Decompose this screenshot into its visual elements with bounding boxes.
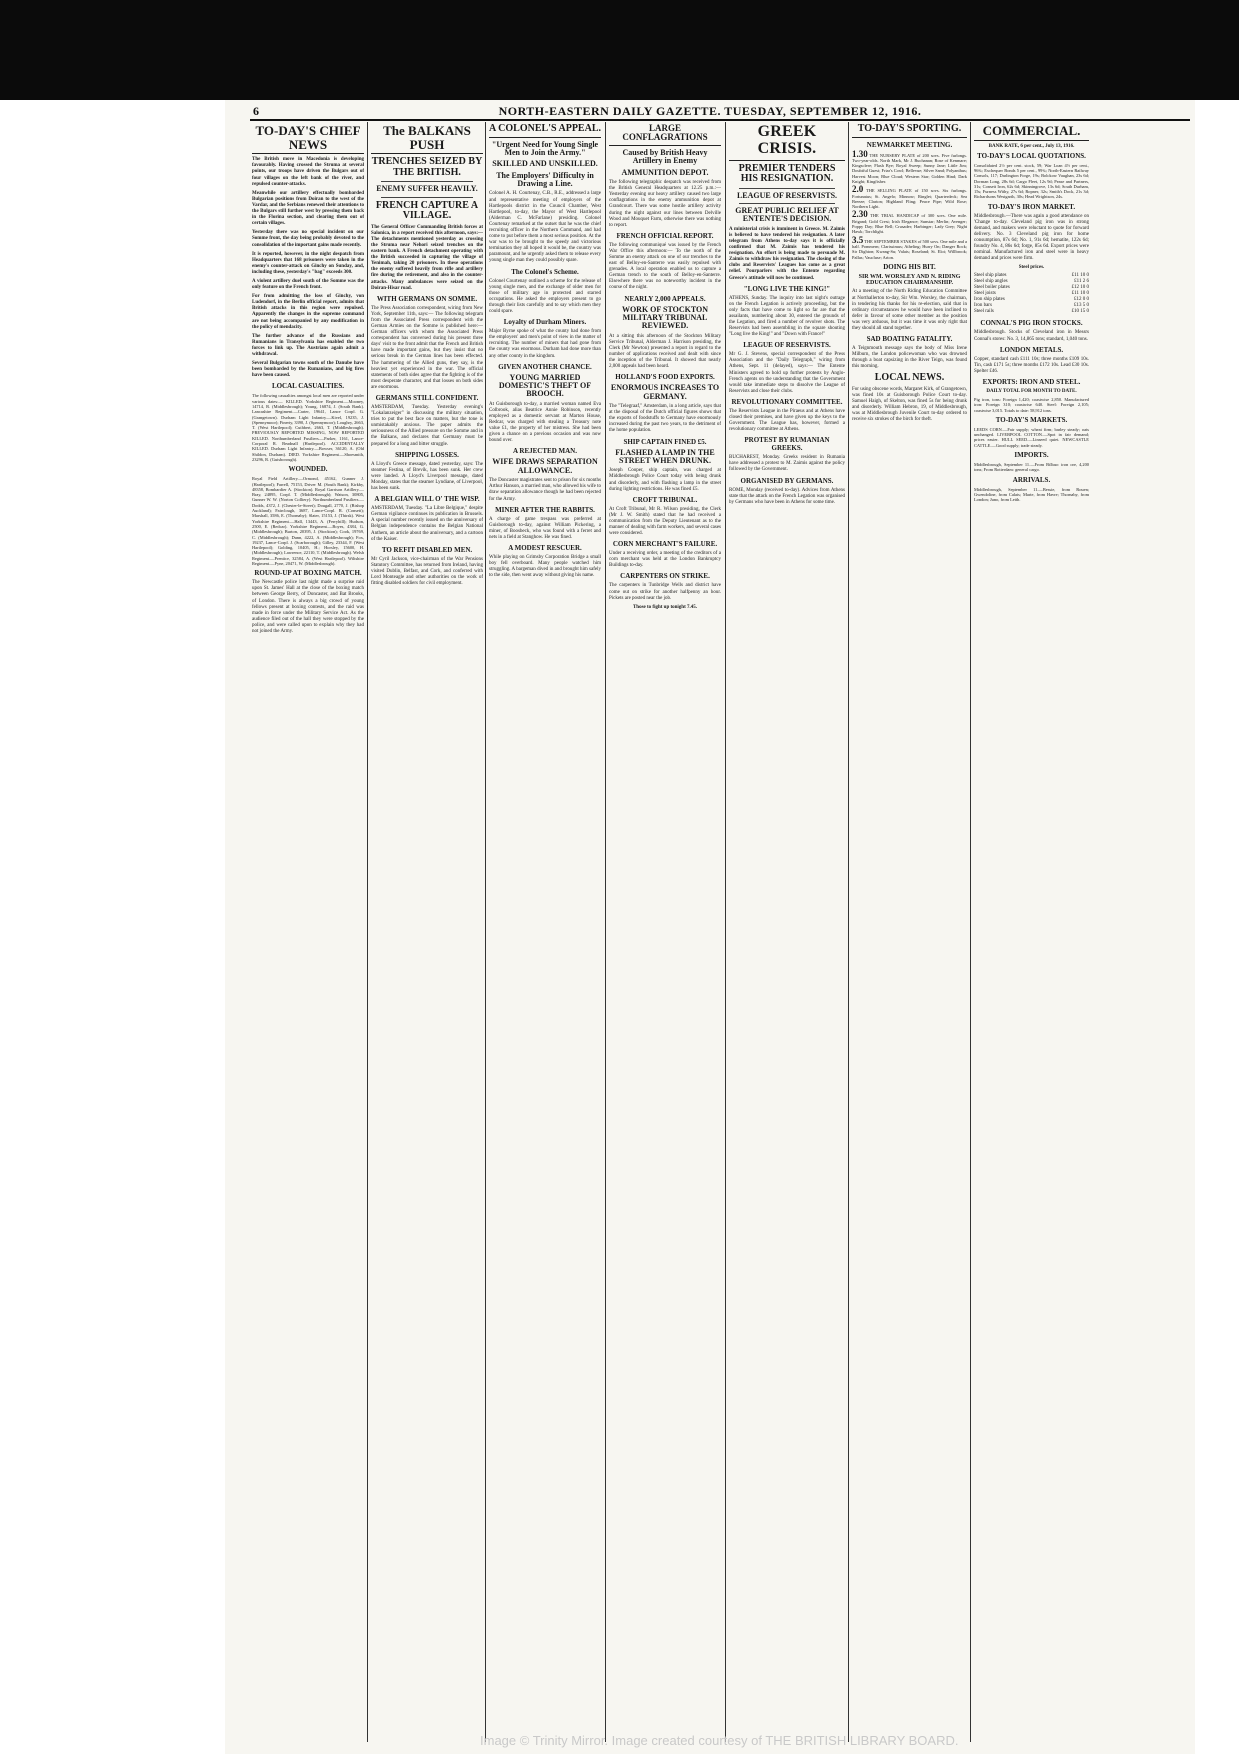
subhead-local-news: LOCAL NEWS. bbox=[874, 372, 945, 384]
subhead-organised: ORGANISED BY GERMANS. bbox=[740, 476, 834, 485]
price-value: £11 2 6 bbox=[1074, 279, 1089, 285]
race-entries: THE TRIAL HANDICAP of 300 sovs. One mile. Brigand; Gold Crest; Irish Elegance; Sunstar; Merlin; Avenger; Poppy Day; Blue Bell; Crusader; Harbinger; Lady Grey; Night Hawk; Torchlight. bbox=[852, 213, 967, 235]
article-paragraph: AMSTERDAM, Tuesday. "La Libre Belgique," despite German vigilance continues its publication in Brussels. A special number recently issued on the anniversary of Belgian independence contains the Belgian National Anthem, an article about the anniversary, and a cartoon of the Kaiser. bbox=[371, 506, 483, 542]
price-item: Steel boiler plates bbox=[974, 285, 1010, 291]
copyright-watermark: Image © Trinity Mirror. Image created courtesy of THE BRITISH LIBRARY BOARD. bbox=[480, 1733, 959, 1748]
divider bbox=[739, 188, 835, 189]
price-value: £11 10 0 bbox=[1071, 273, 1089, 279]
price-item: Steel ship angles bbox=[974, 279, 1008, 285]
subhead-chance: GIVEN ANOTHER CHANCE. bbox=[498, 362, 592, 371]
column-conflagrations bbox=[609, 122, 721, 614]
subhead-newmarket: NEWMARKET MEETING. bbox=[866, 140, 953, 149]
subhead-somme: WITH GERMANS ON SOMME. bbox=[376, 294, 478, 303]
subhead-doing-his-bit: DOING HIS BIT. bbox=[883, 262, 936, 271]
article-paragraph: It is reported, however, in the night despatch from Headquarters that 168 prisoners were taken in the enemy's counter-attack on Ginchy on Sunday, and, including these, yesterday's "bag" exceeds 300. bbox=[252, 251, 364, 275]
headline-sporting: TO-DAY'S SPORTING. bbox=[852, 124, 967, 138]
price-value: £10 15 0 bbox=[1071, 309, 1089, 315]
price-value: £12 10 0 bbox=[1071, 285, 1089, 291]
subhead-rescuer: A MODEST RESCUER. bbox=[508, 543, 582, 552]
article-paragraph: The Reservists League in the Piraeus and at Athens have closed their premises, and have given up the keys to the Government. The League has, however, formed a revolutionary committee at Athens. bbox=[729, 408, 845, 433]
column-balkans-push bbox=[371, 122, 483, 590]
article-paragraph: Under a receiving order, a meeting of the creditors of a corn merchant was held at the London Bankruptcy Buildings to-day. bbox=[609, 551, 721, 569]
deck-trenches-seized: TRENCHES SEIZED BY THE BRITISH. bbox=[371, 156, 483, 178]
deck-french-capture: FRENCH CAPTURE A VILLAGE. bbox=[375, 199, 479, 222]
subhead-protest: PROTEST BY RUMANIAN GREEKS. bbox=[744, 436, 830, 453]
column-colonels-appeal bbox=[489, 122, 601, 582]
subhead-croft: CROFT TRIBUNAL. bbox=[632, 495, 698, 504]
subhead-rabbits: MINER AFTER THE RABBITS. bbox=[495, 505, 595, 514]
article-paragraph: A Lloyd's Greece message, dated yesterday, says: The steamer Festina, of Brevik, has been sunk. Her crew were landed. A Lloyd's Liverpool message, dated Monday, states that the steamer Lyndiane, of Liverpool, has been sunk. bbox=[371, 461, 483, 492]
masthead bbox=[227, 104, 1193, 118]
subhead-holland: HOLLAND'S FOOD EXPORTS. bbox=[615, 373, 715, 382]
bank-rate: BANK RATE, 6 per cent., July 13, 1916. bbox=[988, 143, 1075, 149]
article-paragraph: The "Telegraaf," Amsterdam, in a long article, says that at the disposal of the Dutch official figures shows that the exports of foodstuffs to Germany have enormously increased during the past two years, to the detriment of the home population. bbox=[609, 404, 721, 434]
subhead-french-report: FRENCH OFFICIAL REPORT. bbox=[616, 231, 714, 240]
deck-appeals: WORK OF STOCKTON MILITARY TRIBUNAL REVIEWED. bbox=[621, 304, 709, 331]
scan-border bbox=[0, 0, 1239, 100]
deck-caused-by: Caused by British Heavy Artillery in Enemy bbox=[622, 147, 708, 166]
deck-separation: WIFE DRAWS SEPARATION ALLOWANCE. bbox=[492, 457, 598, 475]
subhead-revolutionary: REVOLUTIONARY COMMITTEE. bbox=[731, 397, 843, 406]
deck-urgent-need: "Urgent Need for Young Single Men to Join the Army." bbox=[491, 139, 599, 157]
column-rule bbox=[848, 122, 849, 1742]
article-paragraph: At Croft Tribunal, Mr R. Wilson presiding, the Clerk (Mr J. W. Smith) stated that he had received a communication from the Deputy Lieutenant as to the manner of dealing with farm workers, and several cases were considered. bbox=[609, 506, 721, 537]
race-entries: THE SELLING PLATE of 150 sovs. Six furlongs. Fortunatus; St. Angelo; Minnow; Ringlet; Quarterdeck; Sea Breeze; Clarion; Highland Fling; Peace Pipe; Wild Rose; Northern Light. bbox=[852, 188, 967, 210]
imports-list: Middlesbrough, September 11.—From Bilbao: iron ore, 4,200 tons; From Rotterdam: general cargo. bbox=[974, 462, 1089, 473]
race-card bbox=[852, 184, 967, 210]
subhead-appeals: NEARLY 2,000 APPEALS. bbox=[624, 294, 706, 303]
deck-reservists: LEAGUE OF RESERVISTS. bbox=[736, 190, 838, 200]
price-item: Iron bars bbox=[974, 303, 992, 309]
race-time: 2.30 bbox=[852, 209, 868, 220]
deck-captain: FLASHED A LAMP IN THE STREET WHEN DRUNK. bbox=[615, 447, 715, 465]
arrivals-list: Middlesbrough, September 11.—Bessie, from Rouen; Gwendoline, from Calais; Marie, from Havre; Thornaby, from London; Juno, from Leith. bbox=[974, 486, 1089, 503]
subhead-exports: EXPORTS: IRON AND STEEL. bbox=[982, 377, 1081, 386]
article-paragraph: A ministerial crisis is imminent in Greece. M. Zaimis is believed to have tendered his resignation. A later telegram from Athens to-day says it is officially confirmed that M. Zaimis has tendered his resignation. An effort is being made to persuade M. Zaimis to withdraw his resignation. The closing of the clubs and Reservists' Leagues has come as a great relief. Pourparlers with the Entente regarding Greece's attitude will now be continued. bbox=[729, 226, 845, 281]
quotations-list: Consolidated 2½ per cent. stock, 59; War Loan 4½ per cent., 96¾; Exchequer Bonds 5 per cent., 99¾; North-Eastern Railway Consols, 117; Darlington Forge, 19s; Bolckow Vaughan, 23s 6d; Dorman Long, 28s 6d; Cargo Fleet, 12s 9d; Pease and Partners, 31s; Consett Iron, 62s 6d; Skinningrove, 13s 6d; South Durham, 15s; Furness Withy, 27s 6d; Ropner, 32s; Smith's Dock, 21s 3d; Richardsons Westgarth, 30s; Head Wrightson, 24s. bbox=[974, 162, 1089, 200]
article-paragraph: The further advance of the Russians and Rumanians in Transylvania has enabled the two forces to link up. The Austrians again admit a withdrawal. bbox=[252, 333, 364, 357]
price-row bbox=[974, 309, 1089, 315]
price-value: £13 5 0 bbox=[1074, 303, 1089, 309]
article-paragraph: Copper, standard cash £111 10s; three months £109 10s. Tin, cash £171 5s; three months £172 10s. Lead £30 10s. Spelter £46. bbox=[974, 356, 1089, 374]
article-paragraph: Colonel A. H. Courtenay, C.B., R.E., addressed a large and representative meeting of employers of the Hartlepools district in the Council Chamber, West Hartlepool, to-day, the Mayor of West Hartlepool (Alderman C. McFarlane) presiding. Colonel Courtenay remarked at the outset that he was the chief recruiting officer in the Northern Command, and had come to put before them a most serious position. At the war was to be brought to the speedy and victorious termination they all hoped it would be, the country was paramount, and he urgently asked them to release every young single man they could possibly spare. bbox=[489, 191, 601, 264]
article-paragraph: BUCHAREST, Monday. Greeks resident in Rumania have addressed a protest to M. Zaimis against the policy followed by the Government. bbox=[729, 455, 845, 473]
casualty-list: The following casualties amongst local men are reported under various dates:— KILLED. Yorkshire Regiment.—Mooney, 14714, R. (Middlesbrough); Young, 16874, J. (South Bank). Lancashire Regiment.—Carter, 19641, Lance Corpl. G. (Grangetown). Durham Light Infantry.—Kivel, 19235, J. (Spennymoor); Finerty, 3390, J. (Spennymoor); Loughry, 2663, T. (West Hartlepool); Cuthbert, 2663, T. (Middlesbrough). PREVIOUSLY REPORTED MISSING, NOW REPORTED KILLED. Northumberland Fusiliers.—Parker, 1161, Lance-Corporal R. Beadnall (Hartlepool). ACCIDENTALLY KILLED. Durham Light Infantry.—Bowser, 36120, A. (Old Shildon, Durham). DIED. Yorkshire Regiment.—Shoesmith, 23296, R. (Guisborough). bbox=[252, 393, 364, 462]
subhead-rejected: A REJECTED MAN. bbox=[513, 447, 577, 456]
article-paragraph: A charge of game trespass was preferred at Guisborough to-day, against William Pickering, a miner, of Boosbeck, who was found with a ferret and nets in a field at Stanghow. He was fined. bbox=[489, 516, 601, 540]
price-item: Steel rails bbox=[974, 309, 994, 315]
article-paragraph: The following telegraphic despatch was received from the British General Headquarters at 12.25 p.m.:— Yesterday evening our heavy artillery caused two large conflagrations in the enemy ammunition depot at Grandcourt. There was some hostile artillery activity during the night against our lines between Delville Wood and Mouquet Farm, otherwise there was nothing to report. bbox=[609, 180, 721, 228]
race-card bbox=[852, 234, 967, 260]
deck-enemy-suffer: ENEMY SUFFER HEAVILY. bbox=[376, 184, 478, 194]
headline-commercial: COMMERCIAL. bbox=[974, 124, 1089, 141]
article-paragraph: At a meeting of the North Riding Education Committee at Northallerton to-day, Sir Wm. Worsley, the chairman, in tendering his thanks for his re-election, said that in ordinary circumstances he would have been inclined to defer in favour of some other member as the position was very arduous, but it was time it was only right that they should all stand together. bbox=[852, 289, 967, 331]
race-entries: THE NURSERY PLATE of 200 sovs. Five furlongs. Two-year-olds. North Mark, Mr J. Buchanan; Rose of Kenmare; Kingsclere; Flash Bye; Royal Sweep; Sunny Jane; Little Jim; Doubtful Guest; Friar's Cowl; Bellevue; Silver Sand; Polyanthus; Harvest Moon; Blue Cloud; Western Star; Golden Hind; Dark Knight; Kingfisher. bbox=[852, 152, 967, 184]
subhead-local-casualties: LOCAL CASUALTIES. bbox=[271, 382, 345, 391]
article-paragraph: A Teignmouth message says the body of Miss Irene Milburn, the London policewoman who was drowned through a boat capsizing in the River Teign, was found this morning. bbox=[852, 346, 967, 370]
race-time: 2.0 bbox=[852, 184, 864, 195]
subhead-durham: Loyalty of Durham Miners. bbox=[503, 318, 587, 327]
article-paragraph: While playing on Grimsby Corporation Bridge a small boy fell overboard. Many people watched him struggling. A bargeman dived in and brought him safely to the side, then went away without giving his name. bbox=[489, 554, 601, 579]
headline-chief-news: TO-DAY'S CHIEF NEWS bbox=[252, 124, 364, 154]
article-paragraph: The Newcastle police last night made a surprise raid upon St. James' Hall at the close of the boxing match between George Berry, of Doncaster, and Bat Brooks, of London. There is always a big crowd of young fellows present at boxing contests, and the raid was made in force under the Military Service Act. As the audience filed out of the hall they were stopped by the police, and were called upon to explain why they had not joined the Army. bbox=[252, 580, 364, 635]
article-paragraph: The Press Association correspondent, wiring from New York, September 11th, says:— The following telegram from the Associated Press correspondent with the German Armies on the Somme is published here:— German officers with whom the Associated Press correspondent has conversed during his present three days' visit to the front admit that the French and British have made important gains, but they insist that no serious break in the German lines has been effected. The hammering of the Allied guns, they say, is the heaviest yet experienced in the war. The official statements of both sides agree that the fighting is of the most desperate character, and that losses on both sides are enormous. bbox=[371, 305, 483, 390]
subhead-markets: TO-DAY'S MARKETS. bbox=[995, 415, 1068, 424]
column-greek-crisis bbox=[729, 122, 845, 509]
subhead-connal: CONNAL'S PIG IRON STOCKS. bbox=[980, 319, 1083, 328]
article-paragraph: The General Officer Commanding British forces at Salonica, in a report received this afternoon, says:— The detachments mentioned yesterday as crossing the Struma near Nehori seized trenches on the eastern bank. A French detachment operating with the British succeeded in capturing the village of Yenimah, taking 20 prisoners. In these operations the enemy suffered heavily from rifle and artillery fire during the retirement, and also in the counter-attacks. Many ambulances were seized on the Doiran-Hisar road. bbox=[371, 224, 483, 291]
article-paragraph: Major Byrne spoke of what the county had done from the employers' and men's point of view in the matter of recruiting. The number of miners that had gone from the county was enormous. Durham had done more than any other county in the kingdom. bbox=[489, 329, 601, 359]
column-rule bbox=[605, 122, 606, 1742]
column-commercial bbox=[974, 122, 1089, 506]
article-paragraph: Several Bulgarian towns south of the Danube have been bombarded by the Rumanians, and big fires have been caused. bbox=[252, 361, 364, 379]
masthead-title: NORTH-EASTERN DAILY GAZETTE. TUESDAY, SEPTEMBER 12, 1916. bbox=[498, 104, 922, 118]
subhead-captain: SHIP CAPTAIN FINED £5. bbox=[623, 437, 707, 446]
subhead-boating: SAD BOATING FATALITY. bbox=[866, 335, 953, 344]
subhead-iron-market: TO-DAY'S IRON MARKET. bbox=[987, 202, 1076, 211]
divider bbox=[381, 181, 473, 182]
subhead-disabled: TO REFIT DISABLED MEN. bbox=[381, 545, 473, 554]
article-paragraph: AMSTERDAM, Tuesday. Yesterday evening's "Lokalanzeiger" in discussing the military situation, tries to put the best face on matters, but the tone is unmistakably anxious. The paper admits the seriousness of the Allied pressure on the Somme and in the Balkans, and declares that Germany must be prepared for a long and bitter struggle. bbox=[371, 405, 483, 447]
race-entries: THE SEPTEMBER STAKES of 500 sovs. One mile and a half. Pommern; Clarissimus; Atheling; Hurry On; Danger Rock; Sir Dighton; Kwang-Su; Valais; Roseland; St. Eloi; Willbrook; Pallas; Vaucluse; Arion. bbox=[852, 238, 967, 260]
column-chief-news bbox=[252, 122, 364, 638]
subhead-imports: IMPORTS. bbox=[1014, 451, 1049, 460]
subhead-daily-total: DAILY TOTAL FOR MONTH TO DATE. bbox=[986, 388, 1077, 394]
race-card bbox=[852, 209, 967, 235]
deck-ammunition: AMMUNITION DEPOT. bbox=[621, 167, 709, 177]
wounded-list: Royal Field Artillery.—Ormond, 45162, Gunner J. (Hartlepool); Farrell, 75153, Driver M. (South Bank); Kirkby, 48358, Bombardier A. (Stockton). Royal Garrison Artillery.—Bray, 24895, Corpl. T. (Middlesbrough); Watson, 30805, Gunner W. W. (Norton Colliery). Northumberland Fusiliers.—Dodds, 4372, J. (Chester-le-Street); Dougall, 2770, J. (Bishop Auckland); Fairclough, 3687, Lance-Corpl. R. (Consett); Marshall, 3586, E. (Thornaby); Slater, 15153, J. (Thirsk). West Yorkshire Regiment.—Hall, 13443, A. (Ferryhill); Hudson, 2500, E. (Redcar). Yorkshire Regiment.—Boyes, 4384, G. (Middlesbrough); Burton, 20395, J. (Stockton); Cook, 19769, C. (Middlesbrough); Dunn, 4222, A. (Middlesbrough); Fox, 19237, Lance-Corpl. J. (Scarborough); Gilley, 23344, F. (West Hartlepool); Golding, 10405, H.; Horsley, 15600, H. (Middlesbrough); Lawrence, 22110, T. (Middlesbrough). Welsh Regiment.—Prentice, 32584, A. (West Hartlepool). Wiltshire Regiment.—Pyne, 20471, W. (Middlesbrough). bbox=[252, 476, 364, 566]
deck-employers: The Employers' Difficulty in Drawing a Line. bbox=[496, 170, 594, 189]
race-card bbox=[852, 148, 967, 185]
article-paragraph: ATHENS, Sunday. The inquiry into last night's outrage on the French Legation is actively proceeding, but the only facts that have come to light so far are that the assailants, numbering about 30, entered the grounds of the Legation, and fired a number of revolver shots. The Reservists had been assembling in the square shouting "Long live the King!" and "Down with France!" bbox=[729, 295, 845, 338]
price-item: Steel joists bbox=[974, 291, 996, 297]
subhead-london-metals: LONDON METALS. bbox=[999, 345, 1064, 354]
masthead-rule bbox=[250, 119, 1190, 121]
subhead-wisp: A BELGIAN WILL O' THE WISP. bbox=[374, 495, 480, 504]
article-paragraph: Colonel Courtenay outlined a scheme for the release of young single men, and the exchange of older men for those of military age in protected and starred occupations. He asked the employers present to go through their lists carefully and to say which men they could spare. bbox=[489, 278, 601, 315]
subhead-carpenters: CARPENTERS ON STRIKE. bbox=[620, 572, 710, 581]
article-paragraph: The carpenters in Tunbridge Wells and district have come out on strike for another halfpenny an hour. Pickets are posted near the job. bbox=[609, 583, 721, 601]
deck-premier: PREMIER TENDERS HIS RESIGNATION. bbox=[738, 162, 836, 185]
divider bbox=[739, 203, 835, 204]
deck-public-relief: GREAT PUBLIC RELIEF AT ENTENTE'S DECISION. bbox=[735, 205, 839, 224]
headline-greek-crisis: GREEK CRISIS. bbox=[729, 124, 845, 161]
price-value: £12 0 0 bbox=[1074, 297, 1089, 303]
price-value: £11 10 0 bbox=[1071, 291, 1089, 297]
article-paragraph: At a sitting this afternoon of the Stockton Military Service Tribunal, Alderman J. Harrison presiding, the Clerk (Mr Newton) presented a report in regard to the number of applications received and dealt with since the inception of the Tribunal. It showed that nearly 2,000 appeals had been heard. bbox=[609, 333, 721, 370]
article-paragraph: Mr G. J. Stevens, special correspondent of the Press Association and the "Daily Telegraph," wiring from Athens, Sept. 11 (delayed), says:— The Entente Ministers agreed to hold up further protests by Anglo-French agents on the understanding that the Government would take immediate steps to dissolve the League of Reservists and close their clubs. bbox=[729, 352, 845, 394]
article-paragraph: The British move in Macedonia is developing favourably. Having crossed the Struma at several points, our troops have driven the Bulgars out of four villages on the left bank of the river, and repulsed counter-attacks. bbox=[252, 157, 364, 187]
deck-worsley: SIR WM. WORSLEY AND N. RIDING EDUCATION CHAIRMANSHIP. bbox=[858, 273, 961, 287]
deck-skilled: SKILLED AND UNSKILLED. bbox=[492, 159, 598, 169]
subhead-long-live: "LONG LIVE THE KING!" bbox=[743, 284, 831, 293]
subhead-league: LEAGUE OF RESERVISTS. bbox=[743, 341, 831, 350]
deck-chance: YOUNG MARRIED DOMESTIC'S THEFT OF BROOCH. bbox=[498, 372, 592, 399]
article-paragraph: At Guisborough to-day, a married woman named Eva Colbrook, alias Beatrice Annie Robinson, recently employed as a domestic servant at Marton House, Redcar, was charged with stealing a Treasury note value £1, the property of her mistress. She had been given a chance on a previous occasion and was now bound over. bbox=[489, 401, 601, 444]
price-item: Steel ship plates bbox=[974, 273, 1007, 279]
article-paragraph: Joseph Cooper, ship captain, was charged at Middlesbrough Police Court today with being drunk and disorderly, and with flashing a lamp in the street during lighting restrictions. He was fined £5. bbox=[609, 468, 721, 492]
column-sporting bbox=[852, 122, 967, 427]
subhead-quotations: TO-DAY'S LOCAL QUOTATIONS. bbox=[977, 151, 1086, 160]
race-time: 1.30 bbox=[852, 148, 868, 159]
subhead-scheme: The Colonel's Scheme. bbox=[511, 267, 579, 276]
markets-list: LEEDS CORN.—Fair supply; wheat firm; barley steady; oats unchanged. LIVERPOOL COTTON.—Spot in fair demand; prices easier. HULL SEED.—Linseed quiet. NEWCASTLE CATTLE.—Good supply; trade steady. bbox=[974, 426, 1089, 448]
article-paragraph: The following communiqué was issued by the French War Office this afternoon:— To the north of the Somme an enemy attack on one of our trenches to the east of Belloy-en-Santerre was easily repulsed with grenades. A local operation enabled us to capture a German trench to the south of Belloy-en-Santerre. Elsewhere there was no noteworthy incident in the course of the night. bbox=[609, 242, 721, 291]
headline-conflagrations: LARGE CONFLAGRATIONS bbox=[609, 124, 721, 146]
subhead-wounded: WOUNDED. bbox=[288, 465, 328, 474]
article-paragraph: Middlesbrough.—There was again a good attendance on 'Change to-day. Cleveland pig iron was in strong demand, and makers were reluctant to quote for forward delivery. No. 3 Cleveland pig iron for home consumption, 87s 6d; No. 1, 91s 6d; hematite, 122s 6d; foundry No. 4, 86s 6d; forge, 85s 6d. Export prices were nominal. Manufactured iron and steel were in heavy demand and prices were firm. bbox=[974, 213, 1089, 262]
article-paragraph: ROME, Monday (received to-day). Advices from Athens state that the attack on the French Legation was organised by Germans who have been in Athens for some time. bbox=[729, 487, 845, 505]
subhead-confident: GERMANS STILL CONFIDENT. bbox=[375, 394, 479, 403]
subhead-corn: CORN MERCHANT'S FAILURE. bbox=[612, 540, 718, 549]
article-paragraph: Yesterday there was no special incident on our Somme front, the day being probably devoted to the consolidation of the important gains made recently. bbox=[252, 230, 364, 248]
subhead-steel-prices: Steel prices. bbox=[1018, 265, 1045, 271]
exports-list: Pig iron, tons: Foreign 1,420; coastwise 2,850. Manufactured iron: Foreign 310; coastwise 640. Steel: Foreign 2,105; coastwise 3,015. Totals to date: 58,912 tons. bbox=[974, 396, 1089, 413]
subhead-arrivals: ARRIVALS. bbox=[1012, 475, 1051, 484]
divider bbox=[381, 197, 473, 198]
price-item: Iron ship plates bbox=[974, 297, 1005, 303]
article-paragraph: The Doncaster magistrates sent to prison for six months Arthur Hanson, a married man, who allowed his wife to draw separation allowance though he had been rejected for the Army. bbox=[489, 478, 601, 502]
headline-balkans-push: The BALKANS PUSH bbox=[371, 124, 483, 154]
column-rule bbox=[970, 122, 971, 1742]
race-time: 3.5 bbox=[852, 234, 864, 245]
article-paragraph: Middlesbrough. Stocks of Cleveland iron in Messrs Connal's stores: No. 3, 14,865 tons; standard, 1,040 tons. bbox=[974, 330, 1089, 342]
deck-holland: ENORMOUS INCREASES TO GERMANY. bbox=[610, 383, 720, 401]
article-paragraph: Meanwhile our artillery effectually bombarded Bulgarian positions from Doiran to the west of the Vardar, and the Serbians renewed their attentions to the Bulgars still further west by pressing them back in the Florina section, and clearing them out of certain villages. bbox=[252, 190, 364, 227]
column-rule bbox=[367, 122, 368, 1742]
column-rule bbox=[725, 122, 726, 1742]
steel-price-table bbox=[974, 273, 1089, 315]
headline-colonels-appeal: A COLONEL'S APPEAL. bbox=[489, 124, 601, 138]
column-rule bbox=[485, 122, 486, 1742]
page-number: 6 bbox=[253, 104, 259, 118]
fight-note: Those to fight up tonight 7.45. bbox=[632, 604, 698, 610]
subhead-boxing: ROUND-UP AT BOXING MATCH. bbox=[254, 569, 362, 578]
article-paragraph: For using obscene words, Margaret Kirk, of Grangetown, was fined 10s at Guisborough Police Court to-day. Samuel Haigh, of Skelton, was fined 5s for being drunk and disorderly. William Hebron, 19, of Middlesbrough, was at Middlesbrough Juvenile Court to-day ordered to receive six strokes of the birch for theft. bbox=[852, 386, 967, 423]
article-paragraph: For from admitting the loss of Ginchy, von Ludendorf, in the Berlin official report, admits that British attacks in this region were repulsed. Apparently the changes in the supreme command are not being accompanied by any modification in the policy of mendacity. bbox=[252, 294, 364, 330]
subhead-shipping: SHIPPING LOSSES. bbox=[395, 450, 459, 459]
article-paragraph: Mr Cyril Jackson, vice-chairman of the War Pensions Statutory Committee, has returned from Ireland, having visited Dublin, Belfast, and Cork, and conferred with Lord Monteagle and other authorities on the work of fitting disabled soldiers for civil employment. bbox=[371, 556, 483, 587]
article-paragraph: A violent artillery duel south of the Somme was the only feature on the French front. bbox=[252, 278, 364, 291]
